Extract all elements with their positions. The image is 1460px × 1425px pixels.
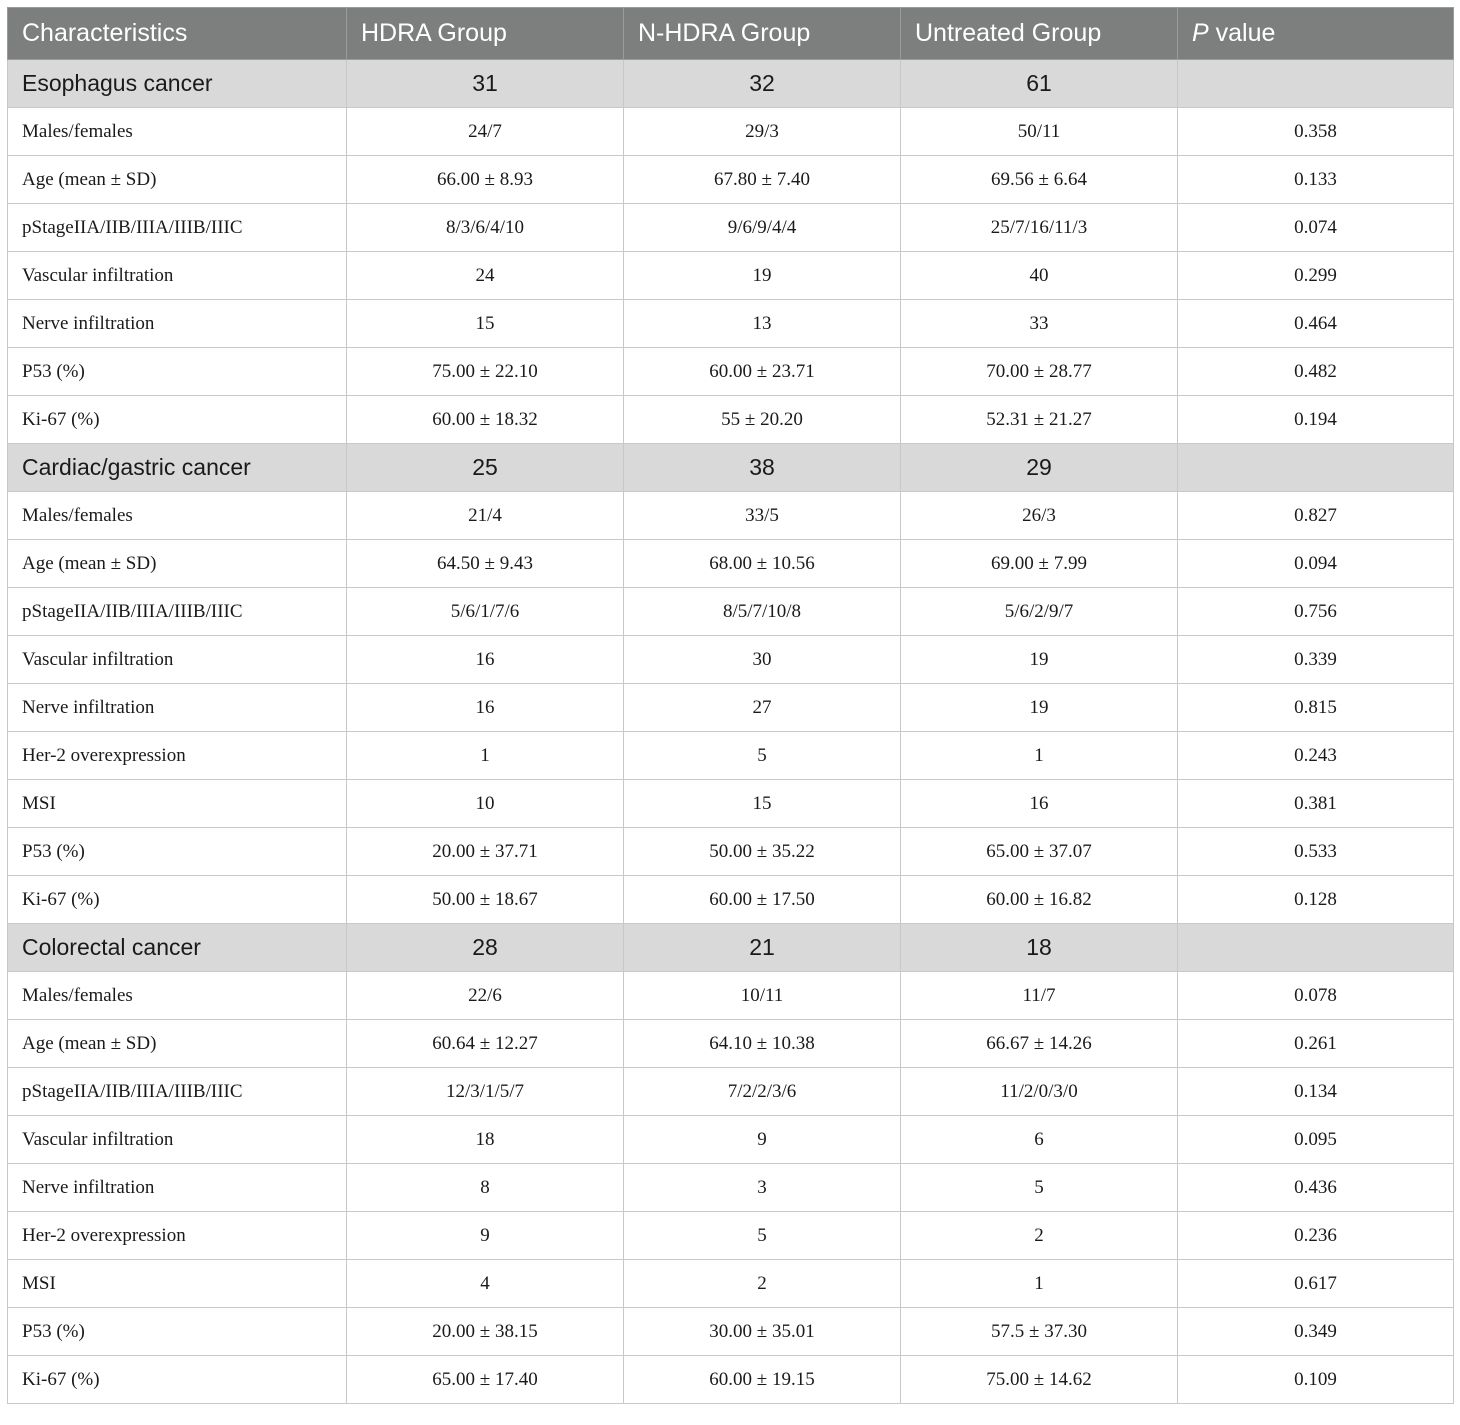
cell-p-value: 0.243 [1178,732,1454,780]
cell-p-value: 0.827 [1178,492,1454,540]
cell-n-hdra: 60.00 ± 23.71 [624,348,901,396]
cell-hdra: 8 [347,1164,624,1212]
group-count-n-hdra: 32 [624,60,901,108]
header-n-hdra-group: N-HDRA Group [624,8,901,60]
cell-n-hdra: 8/5/7/10/8 [624,588,901,636]
cell-untreated: 2 [901,1212,1178,1260]
cell-hdra: 20.00 ± 38.15 [347,1308,624,1356]
header-row [8,8,1454,60]
cell-untreated: 11/2/0/3/0 [901,1068,1178,1116]
cell-untreated: 66.67 ± 14.26 [901,1020,1178,1068]
cell-untreated: 6 [901,1116,1178,1164]
group-count-p-value [1178,924,1454,972]
cell-untreated: 5/6/2/9/7 [901,588,1178,636]
cell-n-hdra: 19 [624,252,901,300]
cell-p-value: 0.194 [1178,396,1454,444]
row-label: Males/females [8,972,347,1020]
cell-p-value: 0.074 [1178,204,1454,252]
cell-hdra: 8/3/6/4/10 [347,204,624,252]
group-count-untreated: 18 [901,924,1178,972]
cell-p-value: 0.299 [1178,252,1454,300]
cell-n-hdra: 10/11 [624,972,901,1020]
group-count-hdra: 28 [347,924,624,972]
group-count-p-value [1178,60,1454,108]
table-row [8,780,1454,828]
cell-hdra: 12/3/1/5/7 [347,1068,624,1116]
row-label: Her-2 overexpression [8,732,347,780]
row-label: pStageIIA/IIB/IIIA/IIIB/IIIC [8,204,347,252]
cell-untreated: 60.00 ± 16.82 [901,876,1178,924]
cell-p-value: 0.078 [1178,972,1454,1020]
table-row [8,684,1454,732]
cell-p-value: 0.482 [1178,348,1454,396]
cell-untreated: 70.00 ± 28.77 [901,348,1178,396]
cell-n-hdra: 9/6/9/4/4 [624,204,901,252]
cell-p-value: 0.134 [1178,1068,1454,1116]
cell-hdra: 21/4 [347,492,624,540]
header-untreated-group: Untreated Group [901,8,1178,60]
table-row [8,252,1454,300]
group-name: Cardiac/gastric cancer [8,444,347,492]
table-row [8,396,1454,444]
header-hdra-group: HDRA Group [347,8,624,60]
cell-n-hdra: 64.10 ± 10.38 [624,1020,901,1068]
cell-n-hdra: 9 [624,1116,901,1164]
cell-p-value: 0.815 [1178,684,1454,732]
cell-n-hdra: 5 [624,732,901,780]
group-count-n-hdra: 38 [624,444,901,492]
table-row [8,348,1454,396]
cell-n-hdra: 30.00 ± 35.01 [624,1308,901,1356]
cell-hdra: 24/7 [347,108,624,156]
group-count-p-value [1178,444,1454,492]
cell-hdra: 16 [347,684,624,732]
cell-n-hdra: 33/5 [624,492,901,540]
cell-hdra: 18 [347,1116,624,1164]
table-row [8,1020,1454,1068]
header-value-word: value [1215,19,1276,47]
cell-hdra: 5/6/1/7/6 [347,588,624,636]
table-row [8,1116,1454,1164]
table-row [8,636,1454,684]
cell-p-value: 0.261 [1178,1020,1454,1068]
header-p-value [1178,8,1454,60]
row-label: Age (mean ± SD) [8,156,347,204]
cell-hdra: 75.00 ± 22.10 [347,348,624,396]
cell-n-hdra: 50.00 ± 35.22 [624,828,901,876]
cell-n-hdra: 29/3 [624,108,901,156]
cell-untreated: 5 [901,1164,1178,1212]
cell-hdra: 15 [347,300,624,348]
cell-p-value: 0.339 [1178,636,1454,684]
table-header [8,8,1454,60]
cell-p-value: 0.533 [1178,828,1454,876]
cell-p-value: 0.349 [1178,1308,1454,1356]
cell-n-hdra: 7/2/2/3/6 [624,1068,901,1116]
cell-hdra: 1 [347,732,624,780]
cell-hdra: 60.64 ± 12.27 [347,1020,624,1068]
cell-hdra: 60.00 ± 18.32 [347,396,624,444]
cell-p-value: 0.109 [1178,1356,1454,1404]
table-row [8,1356,1454,1404]
cell-untreated: 1 [901,732,1178,780]
row-label: Ki-67 (%) [8,1356,347,1404]
cell-p-value: 0.094 [1178,540,1454,588]
cell-untreated: 1 [901,1260,1178,1308]
table-row [8,156,1454,204]
cell-n-hdra: 30 [624,636,901,684]
cell-p-value: 0.095 [1178,1116,1454,1164]
row-label: Vascular infiltration [8,1116,347,1164]
group-row-colorectal-cancer [8,924,1454,972]
row-label: pStageIIA/IIB/IIIA/IIIB/IIIC [8,588,347,636]
cell-untreated: 65.00 ± 37.07 [901,828,1178,876]
table-row [8,204,1454,252]
cell-n-hdra: 27 [624,684,901,732]
cell-untreated: 16 [901,780,1178,828]
table-row [8,1164,1454,1212]
cell-n-hdra: 60.00 ± 19.15 [624,1356,901,1404]
table-row [8,732,1454,780]
group-name: Colorectal cancer [8,924,347,972]
cell-untreated: 69.00 ± 7.99 [901,540,1178,588]
table-row [8,828,1454,876]
cell-untreated: 50/11 [901,108,1178,156]
row-label: Vascular infiltration [8,636,347,684]
group-count-n-hdra: 21 [624,924,901,972]
cell-p-value: 0.617 [1178,1260,1454,1308]
row-label: pStageIIA/IIB/IIIA/IIIB/IIIC [8,1068,347,1116]
table-row [8,540,1454,588]
cell-n-hdra: 5 [624,1212,901,1260]
cell-hdra: 50.00 ± 18.67 [347,876,624,924]
row-label: Vascular infiltration [8,252,347,300]
cell-untreated: 19 [901,684,1178,732]
cell-hdra: 20.00 ± 37.71 [347,828,624,876]
cell-untreated: 57.5 ± 37.30 [901,1308,1178,1356]
cell-untreated: 52.31 ± 21.27 [901,396,1178,444]
cell-p-value: 0.381 [1178,780,1454,828]
cell-n-hdra: 68.00 ± 10.56 [624,540,901,588]
characteristics-table [7,7,1454,1404]
group-count-hdra: 31 [347,60,624,108]
cell-hdra: 4 [347,1260,624,1308]
cell-hdra: 64.50 ± 9.43 [347,540,624,588]
cell-p-value: 0.133 [1178,156,1454,204]
cell-n-hdra: 67.80 ± 7.40 [624,156,901,204]
header-characteristics: Characteristics [8,8,347,60]
row-label: P53 (%) [8,828,347,876]
cell-untreated: 19 [901,636,1178,684]
cell-n-hdra: 55 ± 20.20 [624,396,901,444]
cell-n-hdra: 15 [624,780,901,828]
table-row [8,1260,1454,1308]
table-row [8,972,1454,1020]
table-row [8,492,1454,540]
cell-n-hdra: 3 [624,1164,901,1212]
cell-untreated: 75.00 ± 14.62 [901,1356,1178,1404]
table-row [8,300,1454,348]
cell-p-value: 0.358 [1178,108,1454,156]
row-label: MSI [8,1260,347,1308]
group-row-cardiac-gastric-cancer [8,444,1454,492]
cell-hdra: 9 [347,1212,624,1260]
row-label: Males/females [8,108,347,156]
table-body [8,60,1454,1404]
row-label: Nerve infiltration [8,1164,347,1212]
table-row [8,588,1454,636]
cell-p-value: 0.436 [1178,1164,1454,1212]
cell-hdra: 66.00 ± 8.93 [347,156,624,204]
group-name: Esophagus cancer [8,60,347,108]
cell-untreated: 33 [901,300,1178,348]
cell-hdra: 16 [347,636,624,684]
row-label: Age (mean ± SD) [8,1020,347,1068]
row-label: Males/females [8,492,347,540]
cell-n-hdra: 13 [624,300,901,348]
cell-p-value: 0.236 [1178,1212,1454,1260]
cell-untreated: 40 [901,252,1178,300]
cell-untreated: 69.56 ± 6.64 [901,156,1178,204]
cell-hdra: 65.00 ± 17.40 [347,1356,624,1404]
row-label: Ki-67 (%) [8,876,347,924]
cell-untreated: 26/3 [901,492,1178,540]
group-count-untreated: 61 [901,60,1178,108]
cell-n-hdra: 2 [624,1260,901,1308]
group-count-hdra: 25 [347,444,624,492]
group-count-untreated: 29 [901,444,1178,492]
table-row [8,876,1454,924]
cell-hdra: 24 [347,252,624,300]
table-row [8,1212,1454,1260]
cell-untreated: 11/7 [901,972,1178,1020]
row-label: Nerve infiltration [8,300,347,348]
row-label: Her-2 overexpression [8,1212,347,1260]
characteristics-table-container [7,7,1453,1404]
row-label: Ki-67 (%) [8,396,347,444]
row-label: P53 (%) [8,1308,347,1356]
header-p-letter: P [1192,19,1209,47]
table-row [8,1308,1454,1356]
table-row [8,1068,1454,1116]
cell-p-value: 0.756 [1178,588,1454,636]
cell-p-value: 0.128 [1178,876,1454,924]
cell-n-hdra: 60.00 ± 17.50 [624,876,901,924]
cell-hdra: 22/6 [347,972,624,1020]
cell-untreated: 25/7/16/11/3 [901,204,1178,252]
cell-hdra: 10 [347,780,624,828]
cell-p-value: 0.464 [1178,300,1454,348]
group-row-esophagus-cancer [8,60,1454,108]
table-row [8,108,1454,156]
row-label: Nerve infiltration [8,684,347,732]
row-label: P53 (%) [8,348,347,396]
row-label: Age (mean ± SD) [8,540,347,588]
row-label: MSI [8,780,347,828]
